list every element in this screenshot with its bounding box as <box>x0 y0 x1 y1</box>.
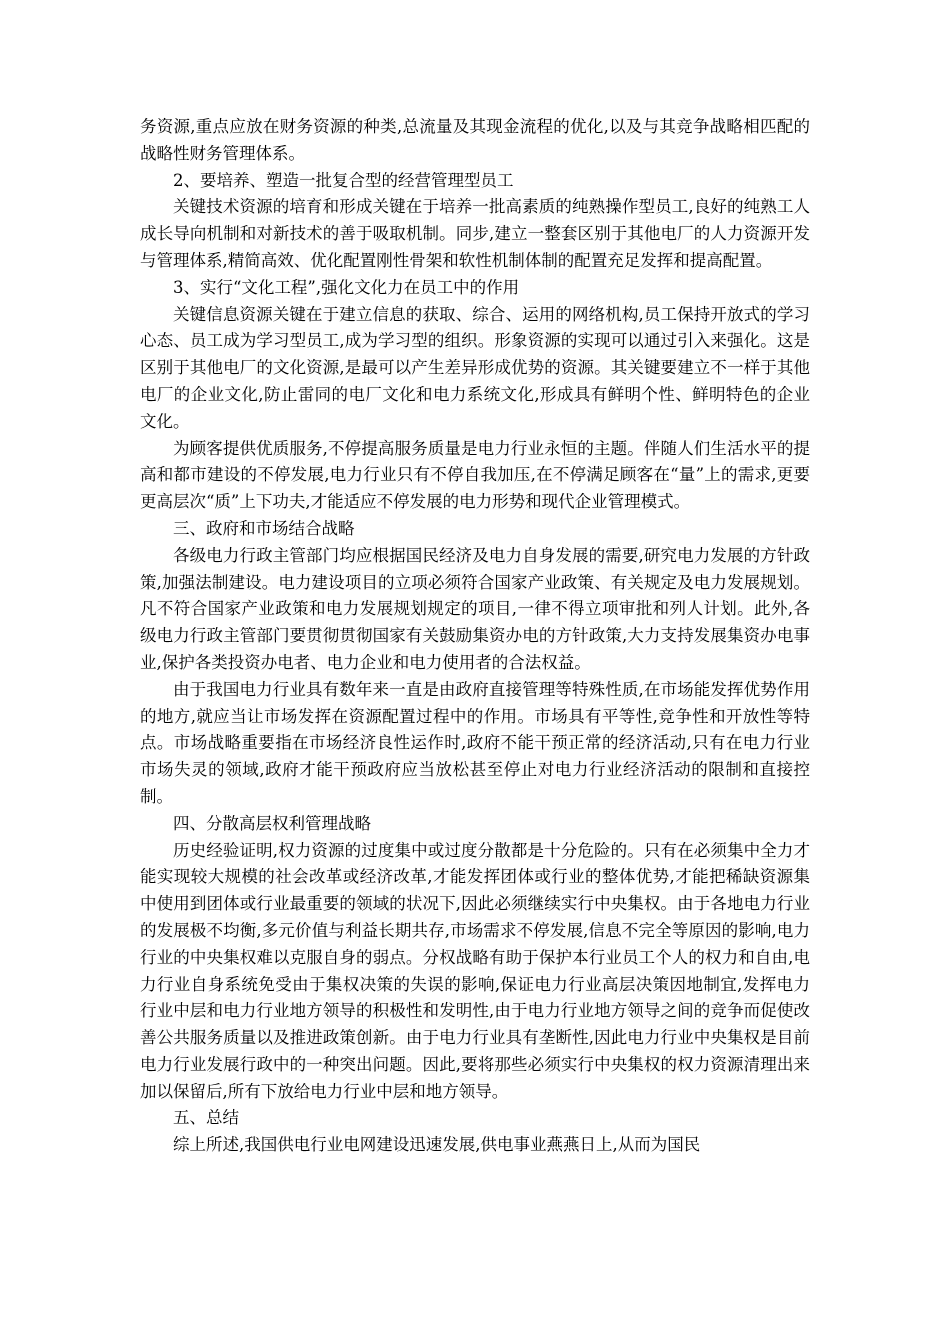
section-heading-three: 三、政府和市场结合战略 <box>173 518 355 538</box>
section-heading-2: 2、要培养、塑造一批复合型的经营管理型员工 <box>173 170 514 190</box>
section-heading-four: 四、分散高层权利管理战略 <box>173 813 371 833</box>
paragraph-continuation: 务资源,重点应放在财务资源的种类,总流量及其现金流程的优化,以及与其竞争战略相匹配的战略性财务管理体系。 <box>140 117 810 163</box>
paragraph-body: 综上所述,我国供电行业电网建设迅速发展,供电事业燕燕日上,从而为国民 <box>173 1135 701 1155</box>
section-heading-3: 3、实行“文化工程”,强化文化力在员工中的作用 <box>173 277 520 297</box>
paragraph-body: 历史经验证明,权力资源的过度集中或过度分散都是十分危险的。只有在必须集中全力才能实现较大规模的社会改革或经济改革,才能发挥团体或行业的整体优势,才能把稀缺资源集中使用到团体或行业最重要的领域的状况下,因此必须继续实行中央集权。由于各地电力行业的发展极不均衡,多元价值与利益长期共存,市场需求不停发展,信息不完全等原因的影响,电力行业的中央集权难以克服自身的弱点。分权战略有助于保护本行业员工个人的权力和自由,电力行业自身系统免受由于集权决策的失误的影响,保证电力行业高层决策因地制宜,发挥电力行业中层和电力行业地方领导的积极性和发明性,由于电力行业地方领导之间的竞争而促使改善公共服务质量以及推进政策创新。由于电力行业具有垄断性,因此电力行业中央集权是目前电力行业发展行政中的一种突出问题。因此,要将那些必须实行中央集权的权力资源清理出来加以保留后,所有下放给电力行业中层和地方领导。 <box>140 840 810 1101</box>
paragraph-body: 关键信息资源关键在于建立信息的获取、综合、运用的网络机构,员工保持开放式的学习心态、员工成为学习型员工,成为学习型的组织。形象资源的实现可以通过引入来强化。这是区别于其他电厂的文化资源,是最可以产生差异形成优势的资源。其关键要建立不一样于其他电厂的企业文化,防止雷同的电厂文化和电力系统文化,形成具有鲜明个性、鲜明特色的企业文化。 <box>140 304 810 431</box>
section-heading-five: 五、总结 <box>173 1108 239 1128</box>
paragraph-body: 由于我国电力行业具有数年来一直是由政府直接管理等特殊性质,在市场能发挥优势作用的地方,就应当让市场发挥在资源配置过程中的作用。市场具有平等性,竞争性和开放性等特点。市场战略重要指在市场经济良性运作时,政府不能干预正常的经济活动,只有在电力行业市场失灵的领域,政府才能干预政府应当放松甚至停止对电力行业经济活动的限制和直接控制。 <box>140 679 810 806</box>
document-page <box>140 114 810 1159</box>
paragraph-body: 为顾客提供优质服务,不停提高服务质量是电力行业永恒的主题。伴随人们生活水平的提高和都市建设的不停发展,电力行业只有不停自我加压,在不停满足顾客在“量”上的需求,更要更高层次“质”上下功夫,才能适应不停发展的电力形势和现代企业管理模式。 <box>140 438 810 512</box>
paragraph-body: 关键技术资源的培育和形成关键在于培养一批高素质的纯熟操作型员工,良好的纯熟工人成长导向机制和对新技术的善于吸取机制。同步,建立一整套区别于其他电厂的人力资源开发与管理体系,精简高效、优化配置刚性骨架和软性机制体制的配置充足发挥和提高配置。 <box>140 197 810 270</box>
paragraph-body: 各级电力行政主管部门均应根据国民经济及电力自身发展的需要,研究电力发展的方针政策,加强法制建设。电力建设项目的立项必须符合国家产业政策、有关规定及电力发展规划。凡不符合国家产业政策和电力发展规划规定的项目,一律不得立项审批和列人计划。此外,各级电力行政主管部门要贯彻贯彻国家有关鼓励集资办电的方针政策,大力支持发展集资办电事业,保护各类投资办电者、电力企业和电力使用者的合法权益。 <box>140 545 810 672</box>
